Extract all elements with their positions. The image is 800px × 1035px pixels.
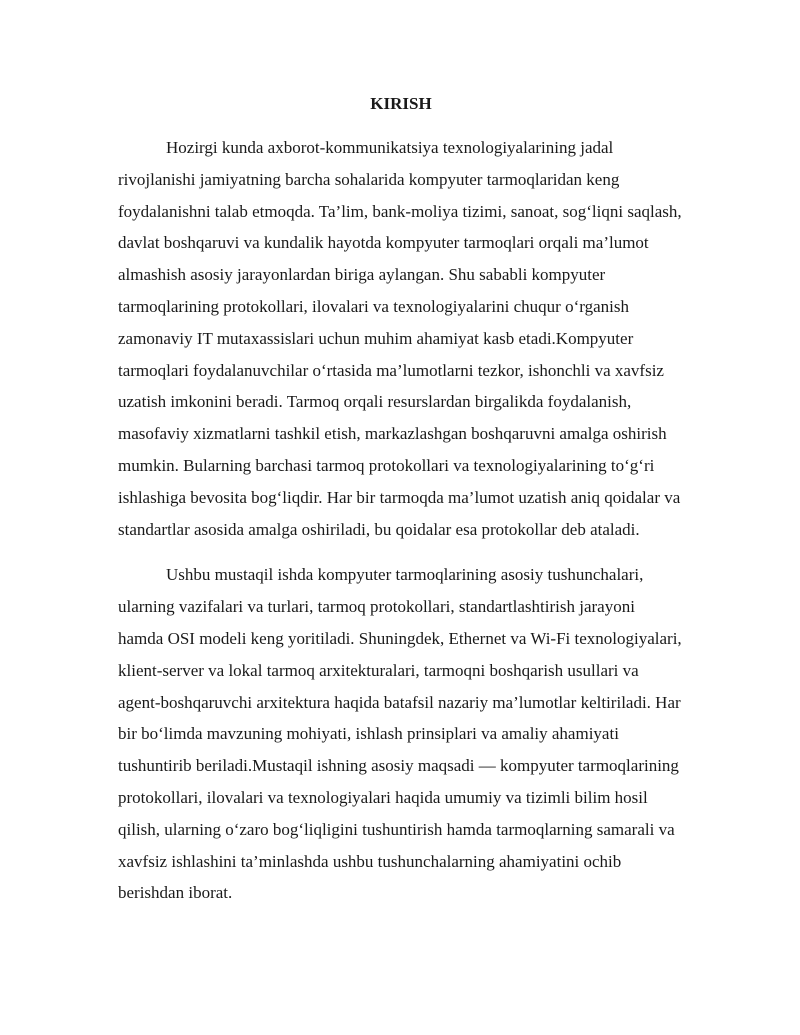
- paragraph-2: Ushbu mustaqil ishda kompyuter tarmoqlarining asosiy tushunchalari, ularning vazifalari va turlari, tarmoq protokollari, standartlashtirish jarayoni hamda OSI modeli keng yoritiladi. Shuningdek, Ethernet va Wi-Fi texnologiyalari, klient-server va lokal tarmoq arxitekturalari, tarmoqni boshqarish usullari va agent-boshqaruvchi arxitektura haqida batafsil nazariy ma’lumotlar keltiriladi. Har bir bo‘limda mavzuning mohiyati, ishlash prinsiplari va amaliy ahamiyati tushuntirib beriladi.Mustaqil ishning asosiy maqsadi — kompyuter tarmoqlarining protokollari, ilovalari va texnologiyalari haqida umumiy va tizimli bilim hosil qilish, ularning o‘zaro bog‘liqligini tushuntirish hamda tarmoqlarning samarali va xavfsiz ishlashini ta’minlashda ushbu tushunchalarning ahamiyatini ochib berishdan iborat.: [118, 565, 682, 903]
- section-heading: KIRISH: [370, 94, 432, 113]
- document-page: [118, 88, 684, 909]
- paragraph-1: Hozirgi kunda axborot-kommunikatsiya texnologiyalarining jadal rivojlanishi jamiyatning barcha sohalarida kompyuter tarmoqlaridan keng foydalanishni talab etmoqda. Ta’lim, bank-moliya tizimi, sanoat, sog‘liqni saqlash, davlat boshqaruvi va kundalik hayotda kompyuter tarmoqlari orqali ma’lumot almashish asosiy jarayonlardan biriga aylangan. Shu sababli kompyuter tarmoqlarining protokollari, ilovalari va texnologiyalarini chuqur o‘rganish zamonaviy IT mutaxassislari uchun muhim ahamiyat kasb etadi.Kompyuter tarmoqlari foydalanuvchilar o‘rtasida ma’lumotlarni tezkor, ishonchli va xavfsiz uzatish imkonini beradi. Tarmoq orqali resurslardan birgalikda foydalanish, masofaviy xizmatlarni tashkil etish, markazlashgan boshqaruvni amalga oshirish mumkin. Bularning barchasi tarmoq protokollari va texnologiyalarining to‘g‘ri ishlashiga bevosita bog‘liqdir. Har bir tarmoqda ma’lumot uzatish aniq qoidalar va standartlar asosida amalga oshiriladi, bu qoidalar esa protokollar deb ataladi.: [118, 138, 682, 539]
